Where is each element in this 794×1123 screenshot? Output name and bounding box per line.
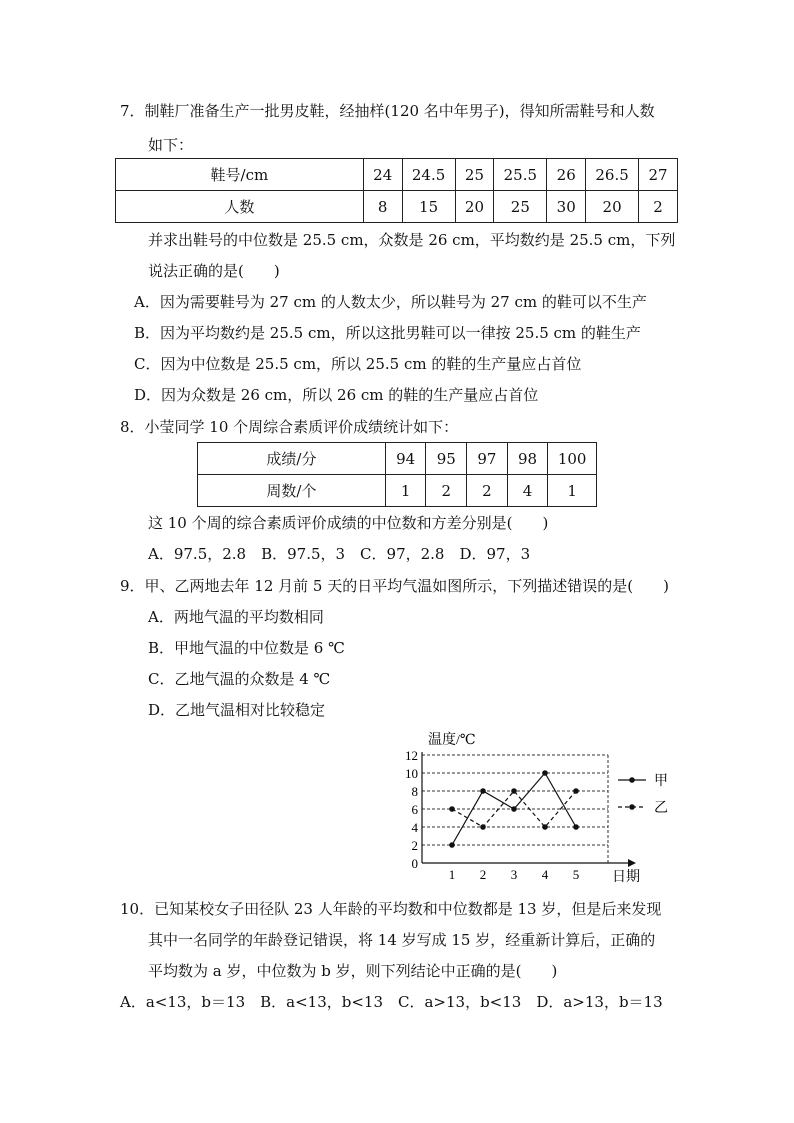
q9-option-d: D．乙地气温相对比较稳定 bbox=[148, 701, 326, 719]
q7-table-row bbox=[116, 191, 678, 223]
q7-option-d: D．因为众数是 26 cm，所以 26 cm 的鞋的生产量应占首位 bbox=[134, 386, 539, 404]
q8-cell: 95 bbox=[426, 443, 467, 475]
q7-cell: 24 bbox=[363, 159, 402, 191]
q7-table bbox=[115, 158, 678, 223]
q8-cell: 97 bbox=[467, 443, 508, 475]
x-tick-label: 2 bbox=[479, 867, 487, 882]
q10-line2: 其中一名同学的年龄登记错误，将 14 岁写成 15 岁，经重新计算后，正确的 bbox=[148, 931, 656, 949]
y-tick-label: 4 bbox=[411, 820, 418, 835]
q7-after-line2: 说法正确的是( ) bbox=[148, 262, 280, 280]
q7-cell: 30 bbox=[547, 191, 586, 223]
y-tick-label: 0 bbox=[411, 856, 418, 871]
legend-label: 乙 bbox=[654, 801, 668, 816]
q9-option-a: A．两地气温的平均数相同 bbox=[148, 608, 324, 626]
q8-stem: 8．小莹同学 10 个周综合素质评价成绩统计如下： bbox=[120, 418, 459, 436]
q7-stem-line2: 如下： bbox=[148, 136, 194, 154]
q8-table bbox=[197, 442, 597, 507]
q10-options: A．a<13，b＝13 B．a<13，b<13 C．a>13，b<13 D．a>13，b＝13 bbox=[120, 993, 663, 1011]
q7-cell: 8 bbox=[363, 191, 402, 223]
q9-option-c: C．乙地气温的众数是 4 ℃ bbox=[148, 670, 331, 688]
legend-marker bbox=[629, 804, 635, 810]
y-tick-label: 6 bbox=[411, 802, 418, 817]
q7-cell: 25 bbox=[494, 191, 547, 223]
q7-cell: 20 bbox=[455, 191, 494, 223]
q8-cell: 1 bbox=[385, 475, 426, 507]
q8-question: 这 10 个周的综合素质评价成绩的中位数和方差分别是( ) bbox=[148, 514, 549, 532]
q7-table-row bbox=[116, 159, 678, 191]
legend-marker bbox=[629, 777, 635, 783]
q8-cell: 100 bbox=[548, 443, 597, 475]
temperature-line-chart bbox=[400, 728, 690, 886]
data-point bbox=[449, 842, 455, 848]
data-point bbox=[542, 824, 548, 830]
data-point bbox=[480, 788, 486, 794]
q9-option-b: B．甲地气温的中位数是 6 ℃ bbox=[148, 639, 345, 657]
x-tick-label: 3 bbox=[510, 867, 518, 882]
q9-stem: 9．甲、乙两地去年 12 月前 5 天的日平均气温如图所示，下列描述错误的是( ) bbox=[120, 577, 669, 595]
q8-cell: 98 bbox=[507, 443, 548, 475]
q7-after-line1: 并求出鞋号的中位数是 25.5 cm，众数是 26 cm，平均数约是 25.5 cm，下列 bbox=[148, 231, 676, 249]
data-point bbox=[542, 770, 548, 776]
q7-cell: 15 bbox=[402, 191, 455, 223]
q8-table-row bbox=[198, 475, 597, 507]
q10-line1: 10．已知某校女子田径队 23 人年龄的平均数和中位数都是 13 岁，但是后来发现 bbox=[120, 900, 662, 918]
data-point bbox=[573, 788, 579, 794]
x-tick-label: 5 bbox=[572, 867, 580, 882]
q7-cell: 27 bbox=[639, 159, 678, 191]
q7-cell: 26.5 bbox=[586, 159, 639, 191]
legend bbox=[618, 773, 668, 816]
y-tick-label: 12 bbox=[405, 748, 418, 763]
q7-cell: 26 bbox=[547, 159, 586, 191]
q7-row2-header: 人数 bbox=[116, 191, 364, 223]
q7-cell: 2 bbox=[639, 191, 678, 223]
q7-stem-line1: 7．制鞋厂准备生产一批男皮鞋，经抽样(120 名中年男子)，得知所需鞋号和人数 bbox=[120, 102, 655, 120]
x-axis-label: 日期 bbox=[612, 870, 640, 885]
x-axis-arrow bbox=[628, 859, 636, 867]
x-tick-label: 4 bbox=[541, 867, 549, 882]
q8-cell: 2 bbox=[467, 475, 508, 507]
y-tick-label: 8 bbox=[411, 784, 418, 799]
q8-row2-header: 周数/个 bbox=[198, 475, 386, 507]
q7-cell: 25.5 bbox=[494, 159, 547, 191]
q8-cell: 94 bbox=[385, 443, 426, 475]
tick-labels bbox=[405, 748, 579, 882]
q8-cell: 2 bbox=[426, 475, 467, 507]
legend-label: 甲 bbox=[654, 774, 668, 789]
q7-cell: 25 bbox=[455, 159, 494, 191]
y-tick-label: 2 bbox=[411, 838, 418, 853]
y-axis-label: 温度/℃ bbox=[428, 733, 476, 748]
q8-options: A．97.5，2.8 B．97.5，3 C．97，2.8 D．97，3 bbox=[148, 545, 531, 563]
q7-row1-header: 鞋号/cm bbox=[116, 159, 364, 191]
data-point bbox=[573, 824, 579, 830]
data-point bbox=[511, 788, 517, 794]
q10-line3: 平均数为 a 岁，中位数为 b 岁，则下列结论中正确的是( ) bbox=[148, 962, 558, 980]
q7-option-a: A．因为需要鞋号为 27 cm 的人数太少，所以鞋号为 27 cm 的鞋可以不生产 bbox=[134, 293, 647, 311]
q8-table-row bbox=[198, 443, 597, 475]
q7-option-b: B．因为平均数约是 25.5 cm，所以这批男鞋可以一律按 25.5 cm 的鞋生产 bbox=[134, 324, 641, 342]
q7-option-c: C．因为中位数是 25.5 cm，所以 25.5 cm 的鞋的生产量应占首位 bbox=[134, 355, 582, 373]
x-tick-label: 1 bbox=[448, 867, 456, 882]
y-tick-label: 10 bbox=[405, 766, 418, 781]
q8-cell: 1 bbox=[548, 475, 597, 507]
data-point bbox=[511, 806, 517, 812]
q7-cell: 20 bbox=[586, 191, 639, 223]
data-point bbox=[480, 824, 486, 830]
data-point bbox=[449, 806, 455, 812]
q8-row1-header: 成绩/分 bbox=[198, 443, 386, 475]
q8-cell: 4 bbox=[507, 475, 548, 507]
q7-cell: 24.5 bbox=[402, 159, 455, 191]
